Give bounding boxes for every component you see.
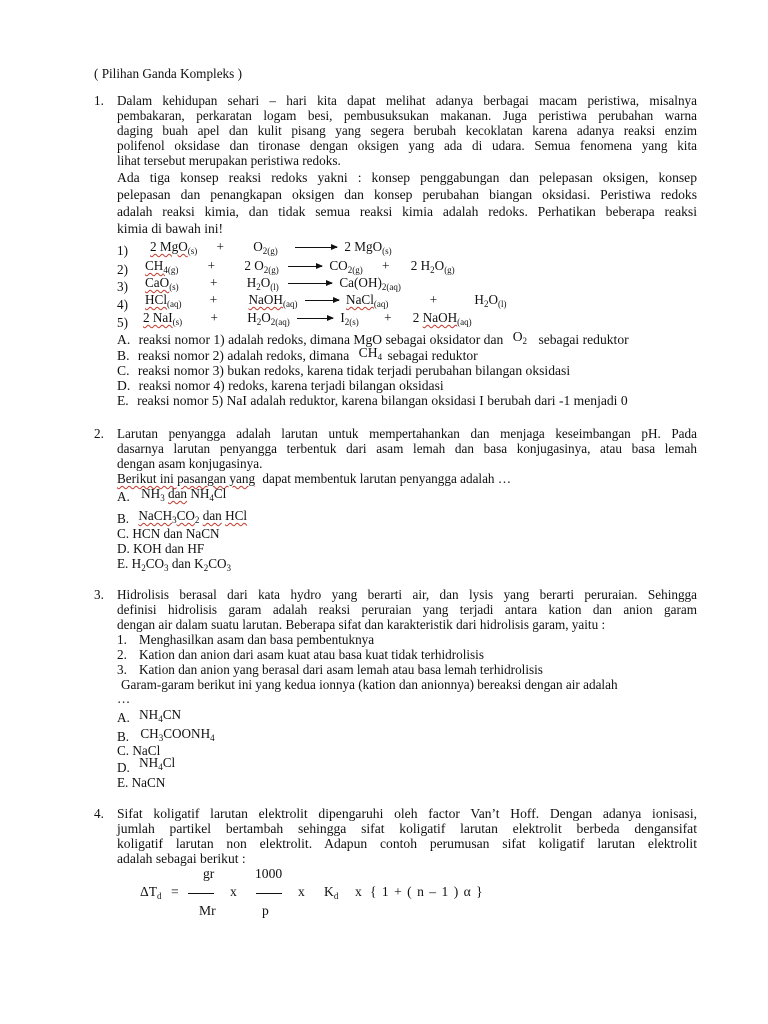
- arrow-icon: [297, 318, 333, 319]
- q1-line: polifenol oksidase dan tironase dengan oksigen yang ada di udara. Semua fenomena yang kita: [117, 138, 697, 153]
- formula-tail: { 1 + ( n – 1 ) α }: [370, 884, 483, 899]
- option-e[interactable]: [117, 393, 628, 408]
- q4-line: koligatif larutan non elektrolit. Adapun contoh perumusan sifat koligatif larutan elektrolit: [117, 836, 697, 851]
- q2-line: dengan asam konjugasinya.: [117, 456, 263, 471]
- question-number: 1.: [94, 93, 104, 108]
- formula-o2: $O_2$: [512, 329, 528, 346]
- option-letter: A.: [117, 710, 130, 725]
- option-tail: sebagai reduktor: [387, 348, 478, 363]
- option-c[interactable]: C. HCN dan NaCN: [117, 526, 220, 541]
- q3-point: Kation dan anion yang berasal dari asam lemah atau basa lemah terhidrolisis: [139, 662, 543, 677]
- reaction-label: 5): [117, 315, 128, 330]
- q3-point: Kation dan anion dari asam kuat atau basa kuat tidak terhidrolisis: [139, 647, 484, 662]
- q3-point-number: 3.: [117, 662, 127, 677]
- stem-part-b: dapat membentuk larutan penyangga adalah …: [262, 471, 512, 486]
- option-c[interactable]: [117, 363, 570, 378]
- option-letter: B.: [117, 511, 130, 526]
- option-letter: B.: [117, 348, 130, 363]
- option-letter: A.: [117, 332, 131, 347]
- option-b[interactable]: [117, 726, 215, 744]
- k-symbol: K: [324, 884, 334, 899]
- fraction-2-denominator: p: [262, 903, 269, 918]
- q2-line: dasarnya larutan penyangga terbentuk dari asam lemah dan basa konjugasinya, atau basa lemah: [117, 441, 697, 456]
- q1-line: Dalam kehidupan sehari – hari kita dapat melihat adanya berbagai macam peristiwa, misalnya: [117, 93, 697, 108]
- q2-stem: [117, 471, 511, 486]
- reaction-label: 3): [117, 279, 128, 294]
- reaction-label: 2): [117, 262, 128, 277]
- q3-ellipsis: …: [117, 691, 131, 706]
- q2-line: Larutan penyangga adalah larutan untuk mempertahankan dan menjaga keseimbangan pH. Pada: [117, 426, 697, 441]
- option-d[interactable]: D. KOH dan HF: [117, 541, 205, 556]
- option-letter: D.: [117, 378, 131, 393]
- q1-line: pelepasan dan penangkapan oksigen dan konsep perubahan biangan oksidasi. Peristiwa redoks: [117, 187, 697, 202]
- option-formula: $NH_4Cl$: [139, 755, 176, 772]
- option-text: $NaCH_3CO_2$ dan HCl: [138, 508, 248, 525]
- q3-line: dengan air dalam suatu larutan. Beberapa sifat dan karakteristik dari hidrolisis garam, yaitu :: [117, 617, 606, 632]
- fraction-2-bar: [256, 893, 282, 894]
- question-number: 4.: [94, 806, 104, 821]
- option-e[interactable]: E. NaCN: [117, 775, 166, 790]
- times-sign: x: [355, 884, 362, 899]
- arrow-icon: [288, 283, 332, 284]
- option-letter: E.: [117, 393, 129, 408]
- option-a[interactable]: [117, 486, 227, 504]
- fraction-1-denominator: Mr: [199, 903, 216, 918]
- formula-k: [324, 884, 338, 899]
- option-letter: B.: [117, 729, 130, 744]
- q3-point-number: 1.: [117, 632, 127, 647]
- reaction-label: 1): [117, 243, 128, 258]
- formula-ch4: $CH_4$: [358, 345, 383, 362]
- option-a[interactable]: [117, 707, 182, 725]
- arrow-icon: [295, 247, 337, 248]
- option-letter: A.: [117, 489, 130, 504]
- delta-t: ΔT: [140, 884, 158, 899]
- q4-line: jumlah partikel bertambah sehingga sifat koligatif larutan elektrolit berbeda dengansifat: [117, 821, 697, 836]
- q1-line: adalah reaksi kimia, dan tidak semua reaksi kimia adalah redoks. Perhatikan beberapa reaksi: [117, 204, 697, 219]
- stem-part-a: Berikut ini pasangan yang: [117, 471, 256, 486]
- times-sign: x: [298, 884, 305, 899]
- option-text: reaksi nomor 1) adalah redoks, dimana MgO sebagai oksidator dan: [138, 332, 504, 347]
- option-formula: $NH_4CN$: [139, 707, 182, 724]
- option-e[interactable]: [117, 556, 231, 571]
- reaction-label: 4): [117, 297, 128, 312]
- q3-point-number: 2.: [117, 647, 127, 662]
- question-number: 2.: [94, 426, 104, 441]
- fraction-1-bar: [188, 893, 214, 894]
- reaction-5: 2 $NaI_{(s)} + H_2O_{2(aq)}$ $I_{2(s)} + 2$ NaOH$_{(aq)}$: [143, 310, 472, 327]
- q3-point: Menghasilkan asam dan basa pembentuknya: [139, 632, 375, 647]
- times-sign: x: [230, 884, 237, 899]
- q1-line: Ada tiga konsep reaksi redoks yakni : konsep penggabungan dan pelepasan oksigen, konsep: [117, 170, 697, 185]
- option-text: $H_2CO_3$ dan $K_2CO_3$: [131, 556, 232, 573]
- q3-stem: Garam-garam berikut ini yang kedua ionnya (kation dan anionnya) bereaksi dengan air adalah: [121, 677, 618, 692]
- lhs-subscript: d: [157, 891, 162, 901]
- option-letter: E.: [117, 556, 129, 571]
- q1-line: lihat tersebut merupakan peristiwa redoks.: [117, 153, 341, 168]
- option-letter: D.: [117, 760, 130, 775]
- option-tail: sebagai reduktor: [538, 332, 629, 347]
- q4-line: Sifat koligatif larutan elektrolit dipengaruhi oleh factor Van’t Hoff. Dengan adanya ionisasi,: [117, 806, 697, 821]
- option-letter: C.: [117, 363, 130, 378]
- reaction-1: 2 $MgO_{(s)} + O_{2(g)}$ 2 MgO$_{(s)}$: [150, 239, 392, 256]
- section-header: ( Pilihan Ganda Kompleks ): [94, 66, 242, 81]
- q4-line: adalah sebagai berikut :: [117, 851, 246, 866]
- fraction-1-numerator: gr: [203, 866, 215, 881]
- option-b[interactable]: [117, 508, 248, 526]
- option-d[interactable]: [117, 378, 444, 393]
- reaction-2: $CH_{4(g)} + 2$ $O_{2(g)}$ $CO_{2(g)} + 2$ $H_2O_{(g)}$: [145, 258, 455, 275]
- option-d[interactable]: [117, 755, 176, 775]
- k-subscript: d: [333, 891, 339, 901]
- q3-line: definisi hidrolisis garam adalah reaksi peruraian yang terjadi antara kation dan anion garam: [117, 602, 697, 617]
- q1-line: pembakaran, perkaratan logam besi, pembusuksukan makanan. Juga peristiwa perubahan warna: [117, 108, 697, 123]
- reaction-4: HCl$_{(aq)}$ + NaOH$_{(aq)}$ NaCl$_{(aq)}$ + $H_2O_{(l)}$: [145, 292, 507, 309]
- option-text: reaksi nomor 3) bukan redoks, karena tidak terjadi perubahan bilangan oksidasi: [137, 363, 571, 378]
- q1-line: kimia di bawah ini!: [117, 221, 224, 236]
- option-text: $NH_3$ dan $NH_4Cl$: [141, 486, 227, 503]
- q3-line: Hidrolisis berasal dari kata hydro yang berarti air, dan lysis yang berarti peruraian. Sehingga: [117, 587, 697, 602]
- arrow-icon: [288, 266, 322, 267]
- option-formula: $CH_3COONH_4$: [140, 726, 215, 743]
- option-text: reaksi nomor 5) NaI adalah reduktor, karena bilangan oksidasi I berubah dari -1 menjadi 0: [137, 393, 628, 408]
- reaction-3: $CaO_{(s)} + H_2O_{(l)}$ $Ca(OH)_{2(aq)}$: [145, 275, 401, 292]
- option-text: reaksi nomor 4) redoks, karena terjadi bilangan oksidasi: [138, 378, 444, 393]
- formula-lhs: [140, 884, 179, 899]
- fraction-2-numerator: 1000: [255, 866, 283, 881]
- q1-line: daging buah apel dan kulit pisang yang segera berubah kecoklatan karena adanya reaksi enzim: [117, 123, 697, 138]
- option-text: reaksi nomor 2) adalah redoks, dimana: [137, 348, 350, 363]
- option-b[interactable]: [117, 345, 478, 363]
- question-number: 3.: [94, 587, 104, 602]
- equals-sign: =: [170, 884, 179, 899]
- arrow-icon: [305, 300, 339, 301]
- option-c[interactable]: C. NaCl: [117, 743, 161, 758]
